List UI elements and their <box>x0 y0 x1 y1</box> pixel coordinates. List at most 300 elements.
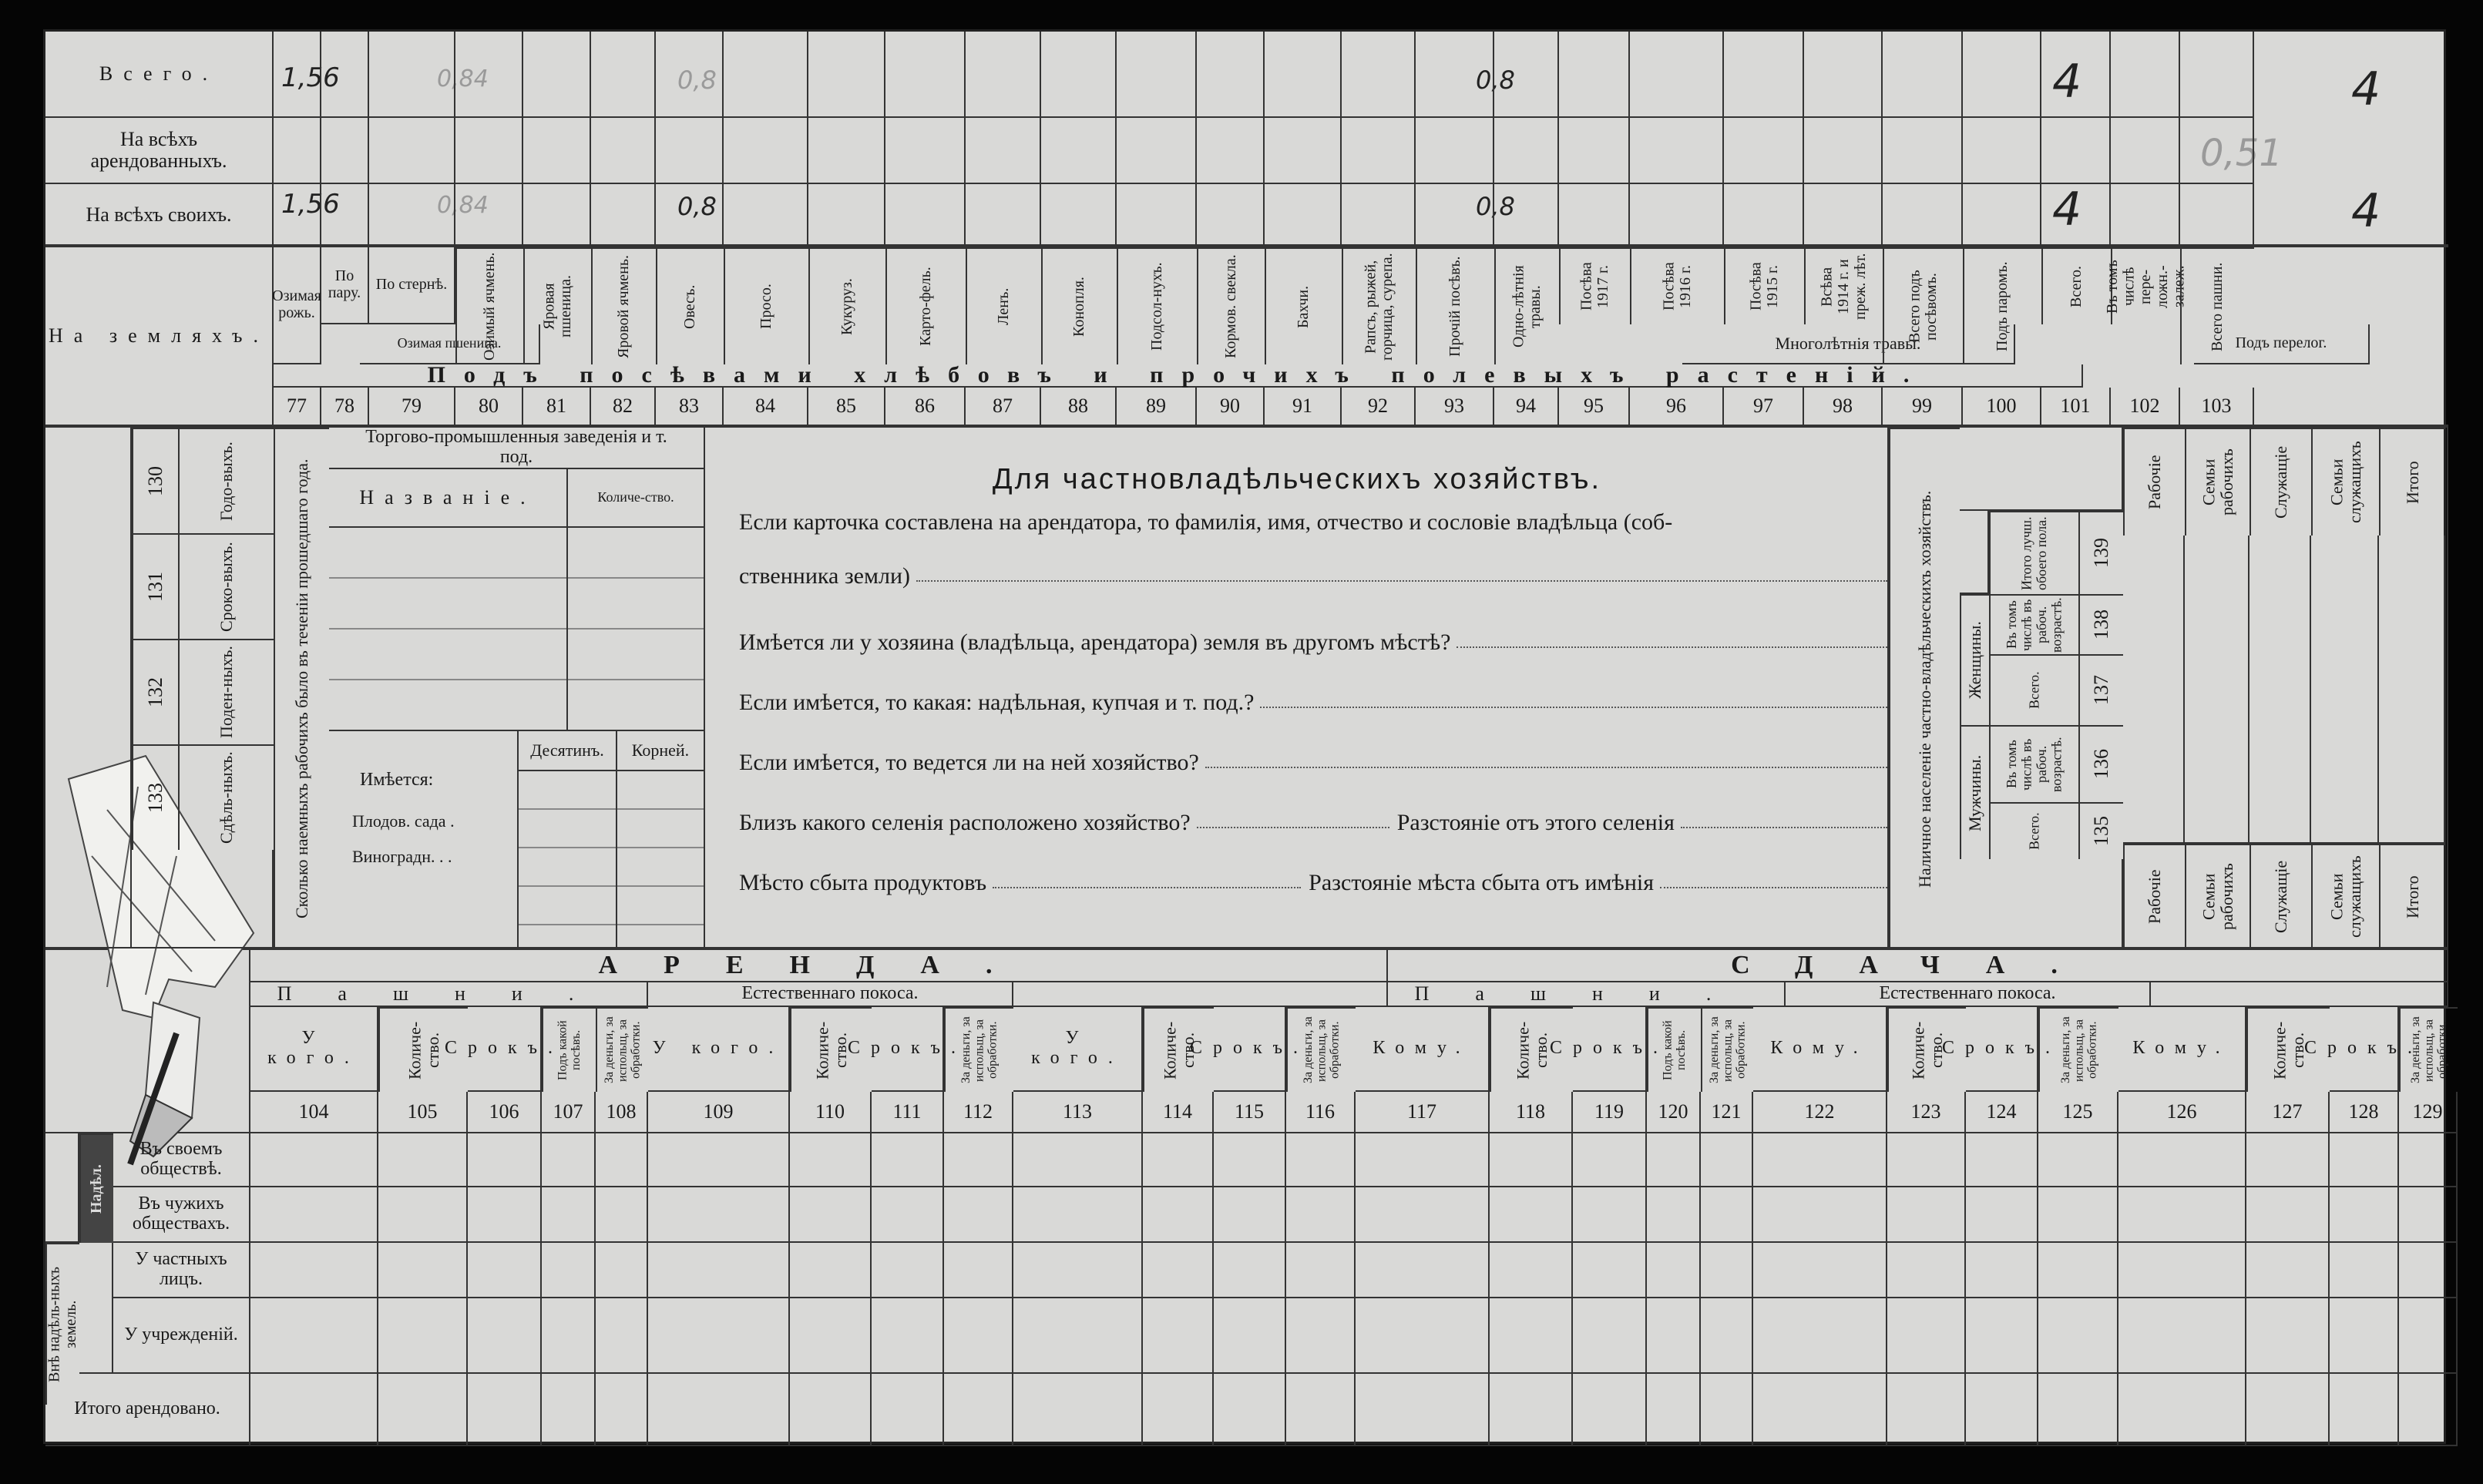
column-number-80: 80 <box>455 388 523 426</box>
bottom-data-cell[interactable] <box>944 1374 1013 1446</box>
column-number-92: 92 <box>1342 388 1416 426</box>
bottom-data-cell[interactable] <box>2038 1243 2118 1298</box>
bottom-data-cell[interactable] <box>1966 1298 2038 1374</box>
data-cell[interactable] <box>455 184 523 247</box>
bottom-data-cell[interactable] <box>1356 1374 1490 1446</box>
bottom-data-cell[interactable] <box>468 1187 542 1243</box>
right-col-cells[interactable] <box>2379 536 2445 844</box>
bottom-data-cell[interactable] <box>1753 1187 1887 1243</box>
bottom-data-cell[interactable] <box>1753 1133 1887 1187</box>
bottom-col-header-116: За деньги, за испольщ, за обработки. <box>1286 1007 1356 1092</box>
bottom-data-cell[interactable] <box>1573 1298 1647 1374</box>
data-cell[interactable] <box>966 32 1041 118</box>
data-cell[interactable] <box>1883 32 1963 118</box>
bottom-data-cell[interactable] <box>790 1243 872 1298</box>
bottom-data-cell[interactable] <box>1966 1187 2038 1243</box>
column-header-90: Кормов. свекла. <box>1197 247 1265 364</box>
data-cell[interactable] <box>321 118 369 184</box>
data-cell[interactable] <box>274 32 321 118</box>
column-number-86: 86 <box>885 388 966 426</box>
data-cell[interactable] <box>1559 32 1630 118</box>
worker-data-area[interactable] <box>45 428 132 948</box>
column-header-84: Просо. <box>724 247 808 364</box>
bottom-data-cell[interactable] <box>1887 1298 1966 1374</box>
bottom-data-cell[interactable] <box>596 1298 648 1374</box>
data-cell[interactable] <box>1265 184 1342 247</box>
data-cell[interactable] <box>1724 118 1804 184</box>
bottom-col-number-108: 108 <box>596 1092 648 1133</box>
bottom-data-cell[interactable] <box>1214 1243 1286 1298</box>
bottom-data-cell[interactable] <box>872 1374 944 1446</box>
bottom-data-cell[interactable] <box>790 1298 872 1374</box>
bottom-col-header-105: Количе-ство. <box>378 1007 468 1092</box>
bottom-data-cell[interactable] <box>1490 1243 1573 1298</box>
data-cell[interactable] <box>1342 32 1416 118</box>
right-col-header-bottom-4: Итого <box>2379 844 2445 948</box>
bottom-data-cell[interactable] <box>2330 1374 2399 1446</box>
bottom-col-header-127: Количе-ство. <box>2246 1007 2330 1092</box>
answer-line[interactable] <box>1457 646 1887 648</box>
bottom-data-cell[interactable] <box>1013 1298 1143 1374</box>
bottom-data-cell[interactable] <box>944 1243 1013 1298</box>
bottom-data-cell[interactable] <box>2038 1298 2118 1374</box>
bottom-data-cell[interactable] <box>1143 1298 1214 1374</box>
data-cell[interactable] <box>724 32 808 118</box>
bottom-col-header-112: За деньги, за испольщ, за обработки. <box>944 1007 1013 1092</box>
right-col-cells[interactable] <box>2249 536 2311 844</box>
bottom-data-cell[interactable] <box>1753 1243 1887 1298</box>
population-header-137: Всего. <box>1989 654 2078 725</box>
data-cell[interactable] <box>1117 118 1197 184</box>
bottom-data-cell[interactable] <box>1887 1133 1966 1187</box>
sdacha-blank-header <box>2151 982 2448 1007</box>
bottom-data-cell[interactable] <box>2246 1298 2330 1374</box>
data-cell[interactable] <box>369 32 455 118</box>
bottom-data-cell[interactable] <box>1143 1243 1214 1298</box>
census-card <box>43 29 2449 1444</box>
bottom-data-cell[interactable] <box>2118 1243 2246 1298</box>
bottom-col-number-124: 124 <box>1966 1092 2038 1133</box>
bottom-data-cell[interactable] <box>2038 1187 2118 1243</box>
column-number-85: 85 <box>808 388 885 426</box>
bottom-data-cell[interactable] <box>1490 1374 1573 1446</box>
data-cell[interactable] <box>885 184 966 247</box>
column-header-82: Яровой ячмень. <box>591 247 656 364</box>
worker-col-number-133: 133 <box>132 744 178 850</box>
bottom-col-header-109: У кого. <box>648 1007 790 1092</box>
answer-line[interactable] <box>993 887 1301 888</box>
answer-line[interactable] <box>1660 887 1887 888</box>
data-cell[interactable] <box>1342 118 1416 184</box>
data-cell[interactable] <box>724 184 808 247</box>
data-cell[interactable] <box>321 184 369 247</box>
data-cell[interactable] <box>455 118 523 184</box>
bottom-data-cell[interactable] <box>1966 1243 2038 1298</box>
bottom-data-cell[interactable] <box>790 1133 872 1187</box>
bottom-data-cell[interactable] <box>1573 1374 1647 1446</box>
data-cell[interactable] <box>1724 32 1804 118</box>
bottom-data-cell[interactable] <box>1647 1133 1701 1187</box>
bottom-data-cell[interactable] <box>542 1243 596 1298</box>
question-distance-text: Разстояніе отъ этого селенія <box>1396 810 1675 835</box>
bottom-data-cell[interactable] <box>872 1298 944 1374</box>
bottom-data-cell[interactable] <box>1286 1374 1356 1446</box>
hw-total-92: 0,8 <box>1476 65 1515 95</box>
data-cell[interactable] <box>369 118 455 184</box>
data-cell[interactable] <box>1804 184 1883 247</box>
data-cell[interactable] <box>1041 184 1117 247</box>
bottom-data-cell[interactable] <box>378 1374 468 1446</box>
data-cell[interactable] <box>2180 184 2254 247</box>
bottom-data-cell[interactable] <box>1753 1374 1887 1446</box>
data-cell[interactable] <box>1630 118 1724 184</box>
right-col-cells[interactable] <box>2311 536 2379 844</box>
data-cell[interactable] <box>321 32 369 118</box>
bottom-data-cell[interactable] <box>250 1187 378 1243</box>
bottom-data-cell[interactable] <box>1647 1243 1701 1298</box>
question-owner-text-cont: ственника земли) <box>739 563 910 589</box>
bottom-data-cell[interactable] <box>1887 1187 1966 1243</box>
question-owner-b <box>739 563 1887 589</box>
data-cell[interactable] <box>1494 184 1559 247</box>
data-cell[interactable] <box>1963 118 2041 184</box>
bottom-data-cell[interactable] <box>2246 1243 2330 1298</box>
trade-qty-cells <box>568 528 705 731</box>
data-cell[interactable] <box>591 184 656 247</box>
data-cell[interactable] <box>1630 184 1724 247</box>
bottom-data-cell[interactable] <box>1356 1298 1490 1374</box>
bottom-data-cell[interactable] <box>542 1298 596 1374</box>
bottom-col-number-122: 122 <box>1753 1092 1887 1133</box>
bottom-data-cell[interactable] <box>596 1133 648 1187</box>
bottom-row-label-1: Въ чужихъ обществахъ. <box>113 1187 250 1243</box>
answer-line[interactable] <box>916 580 1887 582</box>
bottom-data-cell[interactable] <box>872 1133 944 1187</box>
bottom-data-cell[interactable] <box>468 1243 542 1298</box>
bottom-data-cell[interactable] <box>2330 1133 2399 1187</box>
column-header-85: Кукуруз. <box>808 247 885 364</box>
bottom-col-number-110: 110 <box>790 1092 872 1133</box>
column-number-93: 93 <box>1416 388 1494 426</box>
bottom-col-number-126: 126 <box>2118 1092 2246 1133</box>
population-data-row <box>1960 859 2123 948</box>
bottom-data-cell[interactable] <box>648 1374 790 1446</box>
data-cell[interactable] <box>656 184 724 247</box>
data-cell[interactable] <box>455 32 523 118</box>
population-header-138: Въ томъ числѣ въ рабоч. возрастѣ. <box>1989 594 2078 654</box>
bottom-data-cell[interactable] <box>2399 1187 2458 1243</box>
data-cell[interactable] <box>1494 32 1559 118</box>
bottom-data-cell[interactable] <box>790 1374 872 1446</box>
data-cell[interactable] <box>885 118 966 184</box>
data-cell[interactable] <box>1265 118 1342 184</box>
bottom-data-cell[interactable] <box>1966 1374 2038 1446</box>
bottom-data-cell[interactable] <box>2330 1243 2399 1298</box>
data-cell[interactable] <box>1883 118 1963 184</box>
data-cell[interactable] <box>2111 32 2180 118</box>
bottom-data-cell[interactable] <box>1490 1133 1573 1187</box>
bottom-data-cell[interactable] <box>1701 1187 1753 1243</box>
column-number-91: 91 <box>1265 388 1342 426</box>
data-cell[interactable] <box>808 118 885 184</box>
bottom-col-header-108: За деньги, за испольщ, за обработки. <box>596 1007 648 1092</box>
data-cell[interactable] <box>2111 184 2180 247</box>
bottom-data-cell[interactable] <box>378 1187 468 1243</box>
population-header-136: Въ томъ числѣ въ рабоч. возрастѣ. <box>1989 725 2078 802</box>
data-cell[interactable] <box>1630 32 1724 118</box>
bottom-data-cell[interactable] <box>1647 1374 1701 1446</box>
bottom-data-cell[interactable] <box>1013 1187 1143 1243</box>
bottom-data-cell[interactable] <box>1887 1243 1966 1298</box>
column-number-96: 96 <box>1630 388 1724 426</box>
column-header-92: Рапсъ, рыжей, горчица, сурепа. <box>1342 247 1416 364</box>
bottom-data-cell[interactable] <box>468 1133 542 1187</box>
arenda-blank-header <box>1013 982 1388 1007</box>
right-col-header-bottom-0: Рабочіе <box>2123 844 2185 948</box>
data-cell[interactable] <box>523 32 591 118</box>
data-cell[interactable] <box>591 32 656 118</box>
bottom-data-cell[interactable] <box>1143 1374 1214 1446</box>
bottom-data-cell[interactable] <box>1356 1243 1490 1298</box>
bottom-data-cell[interactable] <box>1214 1187 1286 1243</box>
column-header-83: Овесъ. <box>656 247 724 364</box>
bottom-col-header-128: Срокъ. <box>2330 1007 2399 1092</box>
data-cell[interactable] <box>1416 184 1494 247</box>
column-header-99: Всего подъ посѣвомъ. <box>1883 247 1963 364</box>
bottom-data-cell[interactable] <box>1214 1133 1286 1187</box>
bottom-data-cell[interactable] <box>1701 1133 1753 1187</box>
bottom-data-cell[interactable] <box>596 1243 648 1298</box>
data-cell[interactable] <box>966 118 1041 184</box>
bottom-data-cell[interactable] <box>250 1133 378 1187</box>
trade-name-header: Названіе. <box>329 469 568 528</box>
bottom-data-cell[interactable] <box>468 1374 542 1446</box>
data-cell[interactable] <box>1041 32 1117 118</box>
data-cell[interactable] <box>523 118 591 184</box>
right-col-header-top-2: Служащіе <box>2249 428 2311 536</box>
answer-line[interactable] <box>1197 827 1389 828</box>
population-title: Наличное населеніе частно-владѣльческихъ хозяйствъ. <box>1889 428 1960 948</box>
bottom-data-cell[interactable] <box>1573 1187 1647 1243</box>
bottom-data-cell[interactable] <box>1286 1298 1356 1374</box>
bottom-col-number-117: 117 <box>1356 1092 1490 1133</box>
bottom-data-cell[interactable] <box>648 1133 790 1187</box>
bottom-data-cell[interactable] <box>250 1374 378 1446</box>
bottom-data-cell[interactable] <box>2118 1298 2246 1374</box>
bottom-data-cell[interactable] <box>2330 1187 2399 1243</box>
bottom-data-cell[interactable] <box>1143 1187 1214 1243</box>
column-number-99: 99 <box>1883 388 1963 426</box>
bottom-data-cell[interactable] <box>944 1133 1013 1187</box>
data-cell[interactable] <box>1416 32 1494 118</box>
data-cell[interactable] <box>1197 184 1265 247</box>
data-cell[interactable] <box>274 184 321 247</box>
column-header-101: Всего. <box>2041 247 2111 324</box>
data-cell[interactable] <box>2041 184 2111 247</box>
column-number-78: 78 <box>321 388 369 426</box>
data-cell[interactable] <box>2180 32 2254 118</box>
bottom-data-cell[interactable] <box>2118 1374 2246 1446</box>
data-cell[interactable] <box>523 184 591 247</box>
bottom-data-cell[interactable] <box>1701 1374 1753 1446</box>
bottom-data-cell[interactable] <box>1286 1243 1356 1298</box>
data-cell[interactable] <box>1494 118 1559 184</box>
column-number-89: 89 <box>1117 388 1197 426</box>
bottom-data-cell[interactable] <box>944 1298 1013 1374</box>
bottom-data-cell[interactable] <box>1573 1243 1647 1298</box>
data-cell[interactable] <box>724 118 808 184</box>
bottom-data-cell[interactable] <box>1286 1187 1356 1243</box>
data-cell[interactable] <box>1963 184 2041 247</box>
data-cell[interactable] <box>808 184 885 247</box>
bottom-data-cell[interactable] <box>872 1187 944 1243</box>
bottom-data-cell[interactable] <box>1753 1298 1887 1374</box>
population-header-135: Всего. <box>1989 802 2078 859</box>
hw-total-103: 4 <box>2351 62 2381 116</box>
question-owner-text: Если карточка составлена на арендатора, то фамилія, имя, отчество и сословіе владѣльца (соб- <box>739 509 1673 535</box>
question-owner-a <box>739 509 1887 536</box>
population-blank <box>1960 428 2123 511</box>
bottom-data-cell[interactable] <box>378 1243 468 1298</box>
bottom-col-number-123: 123 <box>1887 1092 1966 1133</box>
data-cell[interactable] <box>885 32 966 118</box>
desyatin-header: Десятинъ. <box>519 731 617 771</box>
bottom-data-cell[interactable] <box>2246 1187 2330 1243</box>
bottom-data-cell[interactable] <box>2399 1133 2458 1187</box>
bottom-col-header-124: Срокъ. <box>1966 1007 2038 1092</box>
data-cell[interactable] <box>1117 184 1197 247</box>
bottom-data-cell[interactable] <box>2118 1187 2246 1243</box>
column-header-97: Посѣва 1915 г. <box>1724 247 1804 324</box>
bottom-data-cell[interactable] <box>872 1243 944 1298</box>
bottom-data-cell[interactable] <box>648 1243 790 1298</box>
answer-line[interactable] <box>1260 707 1887 708</box>
bottom-data-cell[interactable] <box>2399 1243 2458 1298</box>
data-cell[interactable] <box>2111 118 2180 184</box>
bottom-data-cell[interactable] <box>1701 1243 1753 1298</box>
bottom-data-cell[interactable] <box>1490 1298 1573 1374</box>
data-cell[interactable] <box>1197 32 1265 118</box>
data-cell[interactable] <box>1197 118 1265 184</box>
bottom-data-cell[interactable] <box>1013 1243 1143 1298</box>
bottom-data-cell[interactable] <box>2399 1374 2458 1446</box>
data-cell[interactable] <box>2180 118 2254 184</box>
bottom-data-cell[interactable] <box>1647 1187 1701 1243</box>
bottom-data-cell[interactable] <box>2118 1133 2246 1187</box>
bottom-data-cell[interactable] <box>790 1187 872 1243</box>
hw-own-79: 0,84 <box>437 192 489 219</box>
data-cell[interactable] <box>591 118 656 184</box>
bottom-col-header-111: Срокъ. <box>872 1007 944 1092</box>
private-title: Для частновладѣльческихъ хозяйствъ. <box>992 463 1602 495</box>
right-col-header-bottom-1: Семьи рабочихъ <box>2185 844 2249 948</box>
bottom-data-cell[interactable] <box>250 1298 378 1374</box>
bottom-col-number-113: 113 <box>1013 1092 1143 1133</box>
right-col-cells[interactable] <box>2185 536 2249 844</box>
bottom-row-label-3: У учрежденій. <box>113 1298 250 1374</box>
bottom-data-cell[interactable] <box>596 1187 648 1243</box>
data-cell[interactable] <box>1559 184 1630 247</box>
bottom-col-header-113: У кого. <box>1013 1007 1143 1092</box>
answer-line[interactable] <box>1205 767 1887 768</box>
bottom-data-cell[interactable] <box>648 1187 790 1243</box>
column-header-86: Карто-фель. <box>885 247 966 364</box>
bottom-data-cell[interactable] <box>2330 1298 2399 1374</box>
bottom-data-cell[interactable] <box>1701 1298 1753 1374</box>
bottom-data-cell[interactable] <box>1647 1298 1701 1374</box>
bottom-data-cell[interactable] <box>468 1298 542 1374</box>
bottom-data-cell[interactable] <box>1887 1374 1966 1446</box>
bottom-data-cell[interactable] <box>648 1298 790 1374</box>
bottom-data-cell[interactable] <box>2399 1298 2458 1374</box>
data-cell[interactable] <box>1804 118 1883 184</box>
bottom-data-cell[interactable] <box>1573 1133 1647 1187</box>
bottom-data-cell[interactable] <box>2246 1133 2330 1187</box>
question-land-type-text: Если имѣется, то какая: надѣльная, купчая и т. под.? <box>739 690 1255 715</box>
column-number-100: 100 <box>1963 388 2041 426</box>
data-cell[interactable] <box>966 184 1041 247</box>
winter-wheat-group: Озимая пшеница. <box>360 324 540 364</box>
data-cell[interactable] <box>1559 118 1630 184</box>
right-col-header-bottom-2: Служащіе <box>2249 844 2311 948</box>
data-cell[interactable] <box>2041 32 2111 118</box>
data-cell[interactable] <box>656 32 724 118</box>
bottom-data-cell[interactable] <box>1286 1133 1356 1187</box>
bottom-data-cell[interactable] <box>542 1187 596 1243</box>
answer-line[interactable] <box>1681 827 1887 828</box>
bottom-data-cell[interactable] <box>378 1298 468 1374</box>
bottom-data-cell[interactable] <box>1214 1298 1286 1374</box>
bottom-data-cell[interactable] <box>2038 1133 2118 1187</box>
data-cell[interactable] <box>1883 184 1963 247</box>
data-cell[interactable] <box>1804 32 1883 118</box>
data-cell[interactable] <box>369 184 455 247</box>
bottom-data-cell[interactable] <box>1143 1133 1214 1187</box>
bottom-data-cell[interactable] <box>1490 1187 1573 1243</box>
data-cell[interactable] <box>1724 184 1804 247</box>
bottom-data-cell[interactable] <box>1013 1374 1143 1446</box>
bottom-data-cell[interactable] <box>1356 1187 1490 1243</box>
data-cell[interactable] <box>1342 184 1416 247</box>
bottom-data-cell[interactable] <box>378 1133 468 1187</box>
hw-own-103: 4 <box>2351 184 2381 238</box>
data-cell[interactable] <box>274 118 321 184</box>
data-cell[interactable] <box>1416 118 1494 184</box>
data-cell[interactable] <box>1041 118 1117 184</box>
bottom-data-cell[interactable] <box>1966 1133 2038 1187</box>
bottom-data-cell[interactable] <box>1013 1133 1143 1187</box>
bottom-data-cell[interactable] <box>596 1374 648 1446</box>
bottom-data-cell[interactable] <box>542 1133 596 1187</box>
column-header-96: Посѣва 1916 г. <box>1630 247 1724 324</box>
bottom-data-cell[interactable] <box>2246 1374 2330 1446</box>
perennial-grass-group: Многолѣтнія травы. <box>1682 324 2015 364</box>
bottom-data-cell[interactable] <box>2038 1374 2118 1446</box>
data-cell[interactable] <box>1265 32 1342 118</box>
bottom-data-cell[interactable] <box>542 1374 596 1446</box>
bottom-data-cell[interactable] <box>1356 1133 1490 1187</box>
bottom-data-cell[interactable] <box>944 1187 1013 1243</box>
bottom-data-cell[interactable] <box>250 1243 378 1298</box>
data-cell[interactable] <box>808 32 885 118</box>
data-cell[interactable] <box>656 118 724 184</box>
right-col-cells[interactable] <box>2123 536 2185 844</box>
bottom-data-cell[interactable] <box>1214 1374 1286 1446</box>
data-cell[interactable] <box>1963 32 2041 118</box>
data-cell[interactable] <box>2041 118 2111 184</box>
data-cell[interactable] <box>1117 32 1197 118</box>
hw-total-79: 0,84 <box>437 65 489 92</box>
